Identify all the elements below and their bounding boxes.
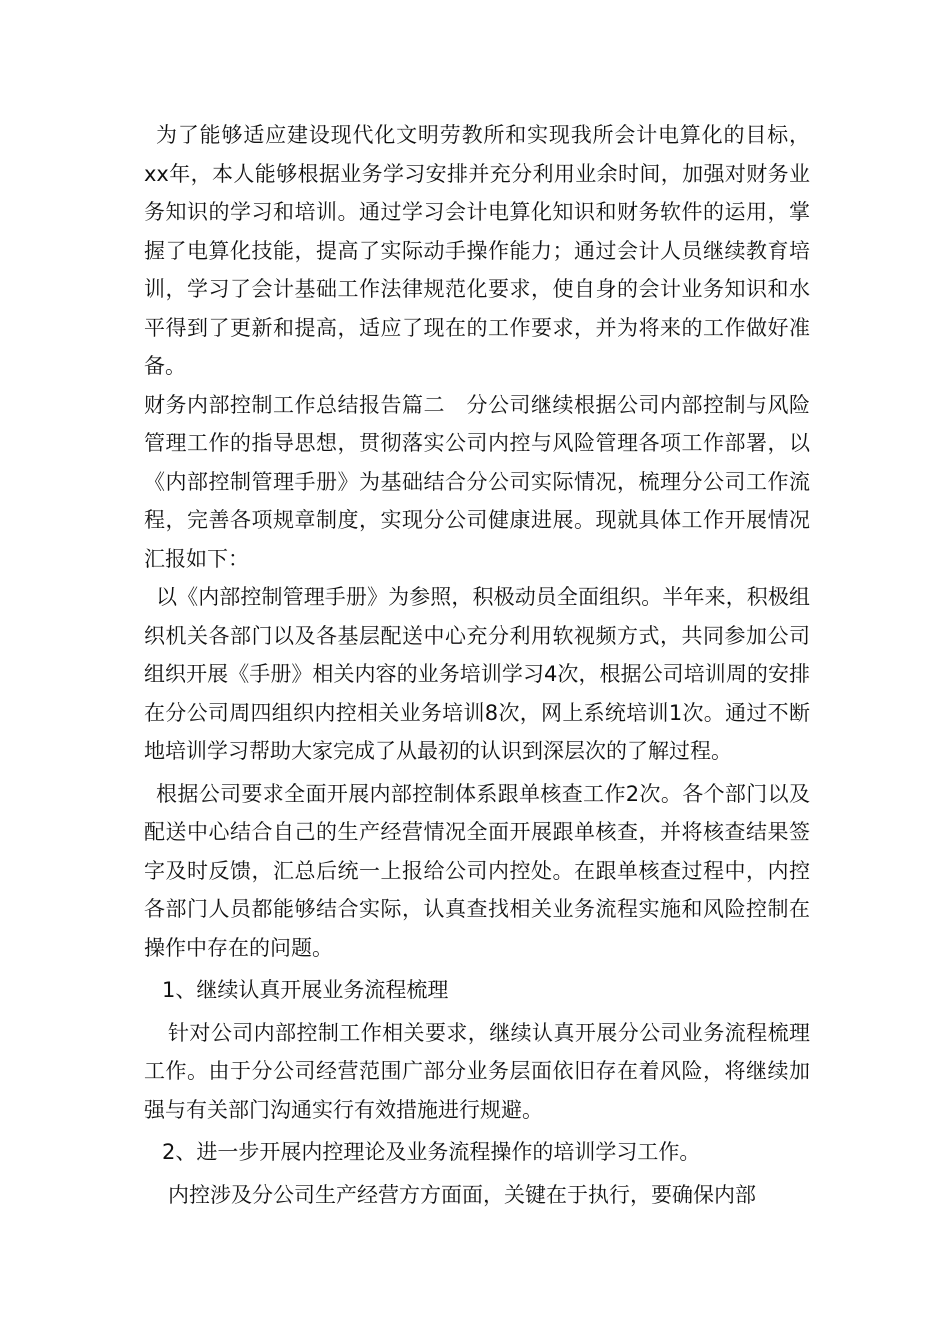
paragraph-2: 财务内部控制工作总结报告篇二 分公司继续根据公司内部控制与风险管理工作的指导思想，贯彻落实公司内控与风险管理各项工作部署，以《内部控制管理手册》为基础结合分公司实际情况，梳理分公司工作流程，完善各项规章制度，实现分公司健康进展。现就具体工作开展情况汇报如下： bbox=[144, 392, 810, 571]
paragraph-4: 根据公司要求全面开展内部控制体系跟单核查工作2次。各个部门以及配送中心结合自己的生产经营情况全面开展跟单核查，并将核查结果签字及时反馈，汇总后统一上报给公司内控处。在跟单核查过程中，内控各部门人员都能够结合实际，认真查找相关业务流程实施和风险控制在操作中存在的问题。 bbox=[144, 781, 810, 960]
paragraph-5: 针对公司内部控制工作相关要求，继续认真开展分公司业务流程梳理工作。由于分公司经营范围广部分业务层面依旧存在着风险，将继续加强与有关部门沟通实行有效措施进行规避。 bbox=[144, 1020, 810, 1122]
section-heading-2: 2、进一步开展内控理论及业务流程操作的培训学习工作。 bbox=[162, 1140, 701, 1164]
section-heading-1: 1、继续认真开展业务流程梳理 bbox=[162, 978, 449, 1002]
paragraph-6: 内控涉及分公司生产经营方方面面，关键在于执行，要确保内部 bbox=[168, 1182, 756, 1207]
paragraph-3: 以《内部控制管理手册》为参照，积极动员全面组织。半年来，积极组织机关各部门以及各基层配送中心充分利用软视频方式，共同参加公司组织开展《手册》相关内容的业务培训学习4次，根据公司培训周的安排在分公司周四组织内控相关业务培训8次，网上系统培训1次。通过不断地培训学习帮助大家完成了从最初的认识到深层次的了解过程。 bbox=[144, 585, 810, 763]
paragraph-1: 为了能够适应建设现代化文明劳教所和实现我所会计电算化的目标，xx年，本人能够根据业务学习安排并充分利用业余时间，加强对财务业务知识的学习和培训。通过学习会计电算化知识和财务软件的运用，掌握了电算化技能，提高了实际动手操作能力；通过会计人员继续教育培训，学习了会计基础工作法律规范化要求，使自身的会计业务知识和水平得到了更新和提高，适应了现在的工作要求，并为将来的工作做好准备。 bbox=[144, 123, 810, 378]
document-page bbox=[144, 116, 810, 1214]
